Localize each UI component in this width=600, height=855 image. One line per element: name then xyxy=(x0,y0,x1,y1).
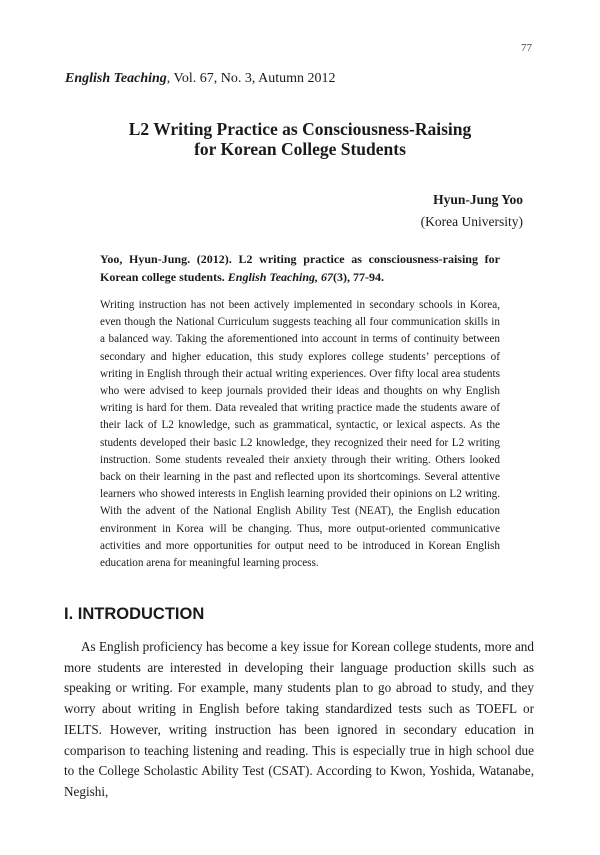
citation-tail: (3), 77-94. xyxy=(333,270,385,284)
author-name: Hyun-Jung Yoo xyxy=(433,192,523,207)
title-line-2: for Korean College Students xyxy=(194,139,406,159)
introduction-paragraph: As English proficiency has become a key issue for Korean college students, more and more students are interested in developing their language production skills such as speaking or writing. For example, many students plan to go abroad to study, and they worry about writing in English before taking standardized tests such as TOEFL or IELTS. However, writing instruction has been ignored in secondary education in comparison to teaching listening and reading. This is especially true in high school due to the College Scholastic Ability Test (CSAT). According to Kwon, Yoshida, Watanabe, Negishi, xyxy=(64,639,534,799)
article-title xyxy=(60,119,540,159)
page-number: 77 xyxy=(521,42,532,54)
journal-issue: , Vol. 67, No. 3, Autumn 2012 xyxy=(166,71,336,86)
author-affiliation: (Korea University) xyxy=(420,214,523,229)
abstract: Writing instruction has not been actively implemented in secondary schools in Korea, even though the National Curriculum suggests teaching all four communication skills in a balanced way. Taking the aforementioned into account in terms of continuity between secondary and higher education, this study explores college students’ perceptions of writing in English through their actual writing experiences. Over fifty local area students who were advised to keep journals provided their ideas and thoughts on why English writing is hard for them. Data revealed that writing practice made the students aware of their lack of L2 knowledge, such as grammatical, syntactic, or lexical aspects. As the students developed their basic L2 knowledge, they recognized their need for L2 writing instruction. Some students revealed their anxiety through their writing. Others looked back on their learning in the past and reflected upon its shortcomings. Several attentive learners who showed interests in English learning provided their opinions on L2 writing. With the advent of the National English Ability Test (NEAT), the English education environment in Korea will be changing. Thus, more output-oriented communicative activities and more opportunities for output need to be introduced in Korean English education arena for meaningful learning process. xyxy=(100,299,500,570)
title-line-1: L2 Writing Practice as Consciousness-Raising xyxy=(128,119,472,139)
section-heading-introduction: I. INTRODUCTION xyxy=(64,605,205,623)
citation-journal: English Teaching, 67 xyxy=(227,270,334,284)
citation xyxy=(100,250,500,286)
journal-name: English Teaching xyxy=(65,71,167,86)
running-header xyxy=(65,71,335,87)
citation-lead: Yoo, Hyun-Jung. (2012). L2 writing practice as consciousness-raising for Korean college students. xyxy=(100,252,500,284)
